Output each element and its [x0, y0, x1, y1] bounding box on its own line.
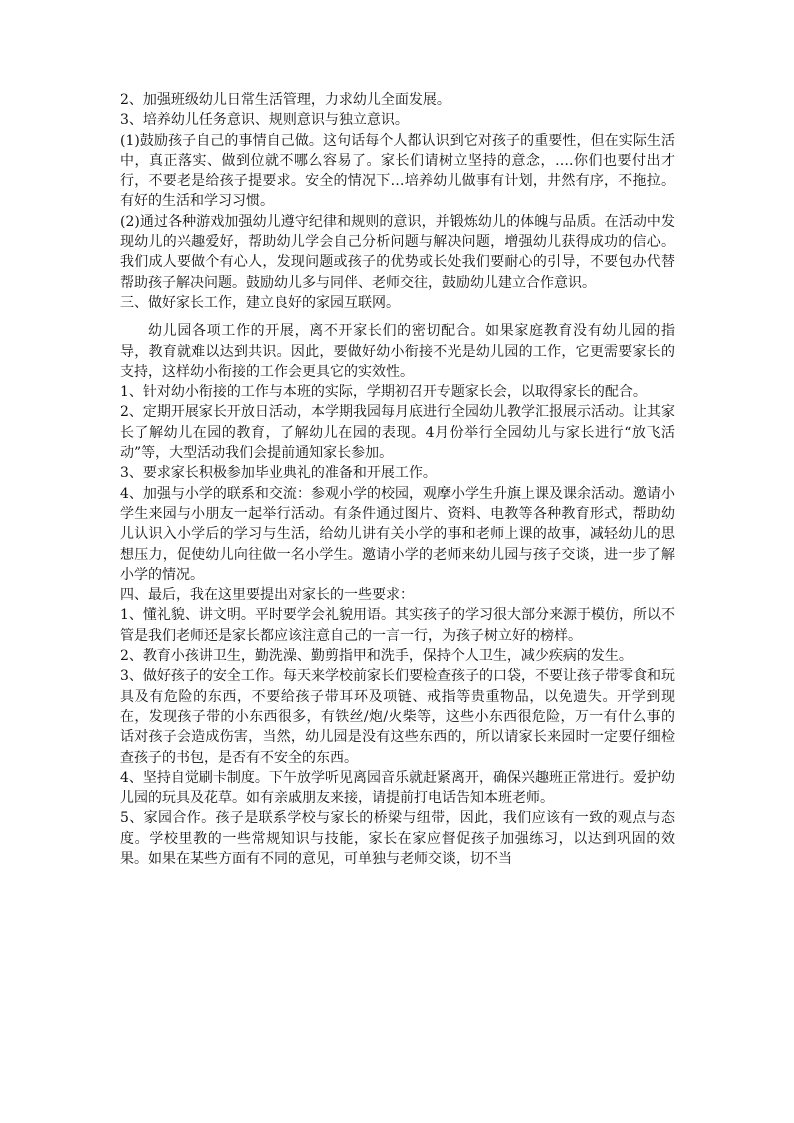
paragraph-primary-school-exchange: 4、加强与小学的联系和交流：参观小学的校园，观摩小学生升旗上课及课余活动。邀请小学生来园与小朋友一起举行活动。有条件通过图片、资料、电教等各种教育形式，帮助幼儿认识入小学后的学习与生活，给幼儿讲有关小学的事和老师上课的故事，减轻幼儿的思想压力，促使幼儿向往做一名小学生。邀请小学的老师来幼儿园与孩子交谈，进一步了解小学的情况。 — [120, 485, 675, 583]
paragraph-task-awareness: 3、培养幼儿任务意识、规则意识与独立意识。 — [120, 112, 409, 129]
document-body — [120, 90, 675, 869]
paragraph-parent-cooperation: 幼儿园各项工作的开展，离不开家长们的密切配合。如果家庭教育没有幼儿园的指导，教育就难以达到共识。因此，要做好幼小衔接不光是幼儿园的工作，它更需要家长的支持，这样幼小衔接的工作会更具它的实效性。 — [120, 323, 675, 380]
paragraph-parent-meeting: 1、针对幼小衔接的工作与本班的实际，学期初召开专题家长会，以取得家长的配合。 — [120, 384, 647, 401]
paragraph-games-discipline: (2)通过各种游戏加强幼儿遵守纪律和规则的意识，并锻炼幼儿的体魄与品质。在活动中发现幼儿的兴趣爱好，帮助幼儿学会自己分析问题与解决问题，增强幼儿获得成功的信心。我们成人要做个有心人，发现问题或孩子的优势或长处我们要耐心的引导，不要包办代替帮助孩子解决问题。鼓励幼儿多与同伴、老师交往，鼓励幼儿建立合作意识。 — [120, 213, 675, 291]
paragraph-self-reliance: (1)鼓励孩子自己的事情自己做。这句话每个人都认识到它对孩子的重要性，但在实际生活中，真正落实、做到位就不哪么容易了。家长们请树立坚持的意念，….你们也要付出才行，不要老是给孩子提要求。安全的情况下…培养幼儿做事有计划，井然有序，不拖拉。有好的生活和学习习惯。 — [120, 132, 675, 210]
paragraph-class-management: 2、加强班级幼儿日常生活管理，力求幼儿全面发展。 — [120, 92, 451, 108]
paragraph-card-system: 4、坚持自觉刷卡制度。下午放学听见离园音乐就赶紧离开，确保兴趣班正常进行。爱护幼儿园的玩具及花草。如有亲戚朋友来接，请提前打电话告知本班老师。 — [120, 769, 675, 807]
paragraph-safety: 3、做好孩子的安全工作。每天来学校前家长们要检查孩子的口袋，不要让孩子带零食和玩具及有危险的东西，不要给孩子带耳环及项链、戒指等贵重物品，以免遗失。开学到现在，发现孩子带的小东西很多，有铁丝/炮/火柴等，这些小东西很危险，万一有什么事的话对孩子会造成伤害，当然，幼儿园是没有这些东西的，所以请家长来园时一定要仔细检查孩子的书包，是否有不安全的东西。 — [120, 668, 675, 766]
paragraph-manners: 1、懂礼貌、讲文明。平时要学会礼貌用语。其实孩子的学习很大部分来源于模仿，所以不管是我们老师还是家长都应该注意自己的一言一行，为孩子树立好的榜样。 — [120, 607, 675, 644]
paragraph-hygiene: 2、教育小孩讲卫生，勤洗澡、勤剪指甲和洗手，保持个人卫生，减少疾病的发生。 — [120, 648, 633, 665]
paragraph-home-school-cooperation: 5、家园合作。孩子是联系学校与家长的桥梁与纽带，因此，我们应该有一致的观点与态度。学校里教的一些常规知识与技能，家长在家应督促孩子加强练习，以达到巩固的效果。如果在某些方面有不同的意见，可单独与老师交谈，切不当 — [120, 810, 675, 867]
paragraph-graduation: 3、要求家长积极参加毕业典礼的准备和开展工作。 — [120, 465, 437, 482]
heading-requests-to-parents: 四、最后，我在这里要提出对家长的一些要求： — [120, 587, 414, 604]
heading-parent-work: 三、做好家长工作，建立良好的家园互联网。 — [120, 294, 400, 311]
paragraph-open-day: 2、定期开展家长开放日活动，本学期我园每月底进行全园幼儿教学汇报展示活动。让其家长了解幼儿在园的教育，了解幼儿在园的表现。4月份举行全园幼儿与家长进行“放飞活动”等，大型活动我们会提前通知家长参加。 — [120, 404, 675, 462]
